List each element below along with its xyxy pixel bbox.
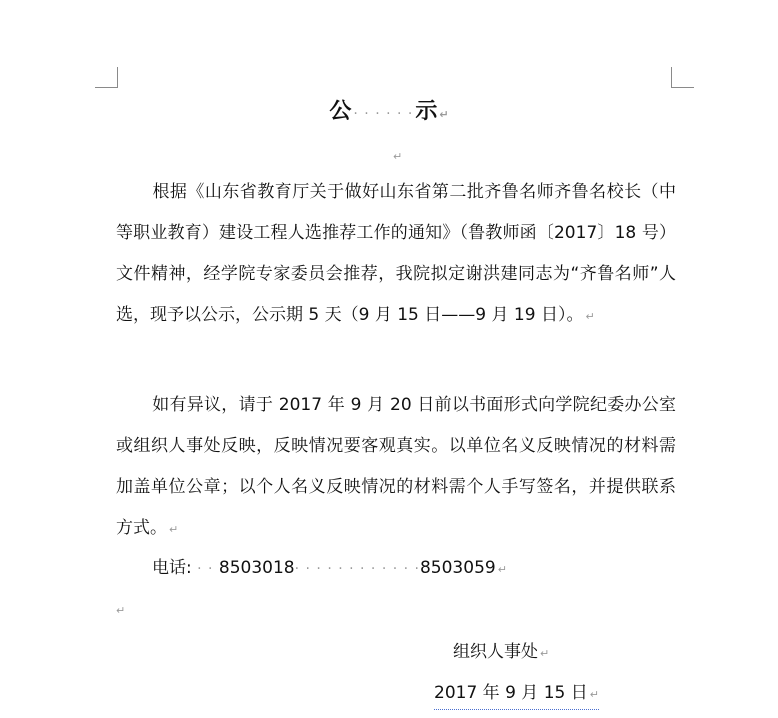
title-right-char: 示 [415, 99, 438, 124]
paragraph-mark-icon: ↵ [439, 108, 449, 121]
phone-lead-dots: · · [197, 561, 214, 577]
paragraph-mark-icon: ↵ [169, 523, 179, 536]
paragraph-mark-icon: ↵ [497, 563, 507, 576]
paragraph-mark-icon: ↵ [585, 310, 595, 323]
signature-org-text: 组织人事处 [453, 642, 538, 662]
title-space-dots: · · · · · · [353, 106, 414, 122]
paragraph-mark-icon: ↵ [589, 688, 599, 701]
phone-gap-dots: · · · · · · · · · · · · [294, 561, 420, 577]
phone-line [152, 553, 507, 585]
paragraph-objection [116, 385, 676, 550]
document-title [0, 96, 778, 131]
paragraph-announcement-text: 根据《山东省教育厅关于做好山东省第二批齐鲁名师齐鲁名校长（中等职业教育）建设工程人选推荐工作的通知》（鲁教师函〔2017〕18 号）文件精神，经学院专家委员会推荐，我院拟定谢洪建同志为“齐鲁名师”人选，现予以公示，公示期 5 天（9 月 15 日——9 月 19 日）。 [116, 182, 676, 325]
phone-number-1: 8503018 [218, 558, 295, 578]
signature-date [434, 679, 599, 710]
title-left-char: 公 [329, 99, 352, 124]
margin-corner-right [671, 67, 694, 88]
paragraph-mark-icon: ↵ [540, 647, 550, 660]
phone-label: 电话: [152, 558, 192, 578]
margin-corner-left [95, 67, 118, 88]
paragraph-objection-text: 如有异议，请于 2017 年 9 月 20 日前以书面形式向学院纪委办公室或组织人事处反映，反映情况要客观真实。以单位名义反映情况的材料需加盖单位公章；以个人名义反映情况的材料需个人手写签名，并提供联系方式。 [116, 395, 676, 538]
signature-date-text: 2017 年 9 月 15 日 [434, 683, 588, 703]
paragraph-mark-icon: ↵ [393, 150, 403, 163]
phone-number-2: 8503059 [419, 558, 496, 578]
signature-org [453, 638, 549, 668]
paragraph-mark-icon: ↵ [116, 604, 126, 617]
paragraph-announcement [116, 172, 676, 337]
